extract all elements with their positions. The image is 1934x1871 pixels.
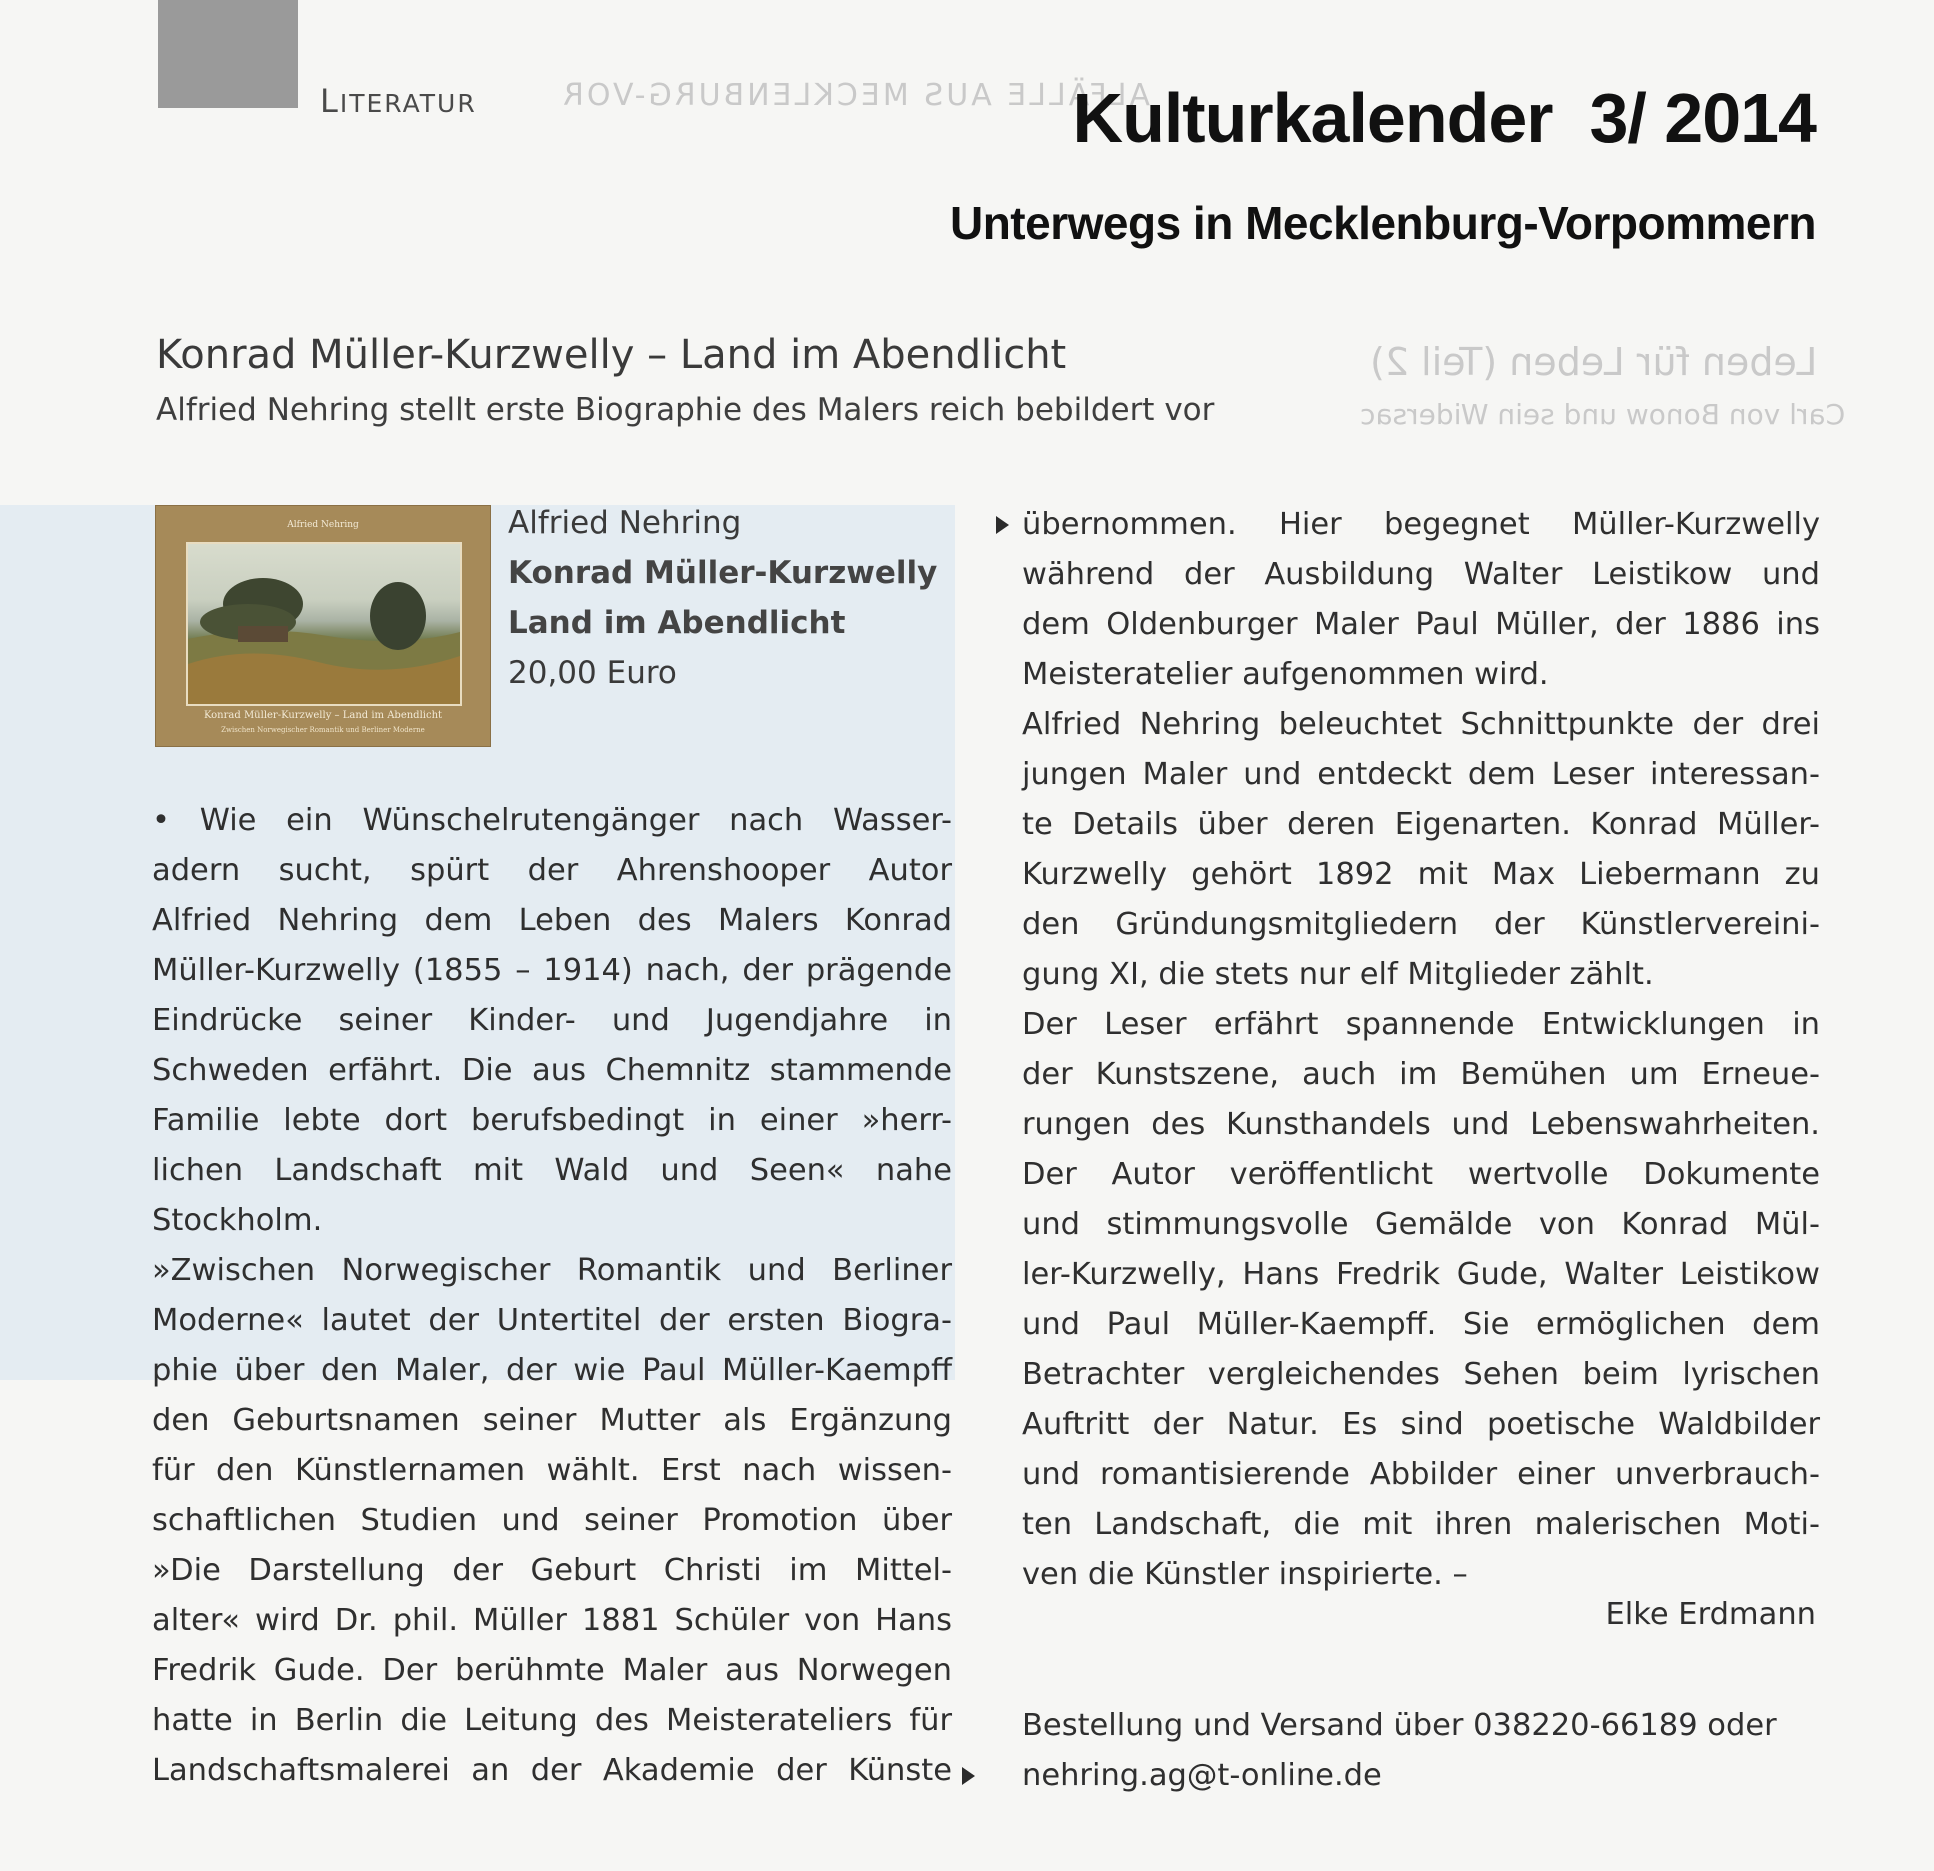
body-line: während der Ausbildung Walter Leistikow und <box>1022 557 1820 592</box>
order-email-link[interactable]: nehring.ag@t-online.de <box>1022 1758 1382 1793</box>
body-line: Eindrücke seiner Kinder- und Jugendjahre in <box>152 1003 952 1038</box>
body-line: Schweden erfährt. Die aus Chemnitz stammende <box>152 1053 952 1088</box>
body-line: und stimmungsvolle Gemälde von Konrad Mül- <box>1022 1207 1820 1242</box>
cover-painting <box>186 542 462 706</box>
body-line: Auftritt der Natur. Es sind poetische Waldbilder <box>1022 1407 1820 1442</box>
article-body-left-column <box>152 796 952 1796</box>
book-info <box>508 498 937 698</box>
continue-arrow-icon <box>962 1767 975 1785</box>
continued-arrow-icon <box>996 516 1009 534</box>
body-line: schaftlichen Studien und seiner Promotion über <box>152 1503 952 1538</box>
body-line: te Details über deren Eigenarten. Konrad Müller- <box>1022 807 1820 842</box>
magazine-subtitle: Unterwegs in Mecklenburg-Vorpommern <box>949 197 1816 249</box>
body-line: übernommen. Hier begegnet Müller-Kurzwelly <box>1022 507 1820 542</box>
body-line: Der Leser erfährt spannende Entwicklungen in <box>1022 1007 1820 1042</box>
body-line: für den Künstlernamen wählt. Erst nach wissen- <box>152 1453 952 1488</box>
article-body-right-column <box>1022 500 1820 1600</box>
article-byline: Elke Erdmann <box>1605 1597 1816 1632</box>
body-line: adern sucht, spürt der Ahrenshooper Autor <box>152 853 952 888</box>
body-line: Stockholm. <box>152 1203 323 1238</box>
section-label-initial: L <box>320 82 340 120</box>
bleed-through-subheading: Carl von Bonow und sein Widersac <box>1360 398 1846 431</box>
body-line: und romantisierende Abbilder einer unverbrauch- <box>1022 1457 1820 1492</box>
order-info <box>1022 1701 1777 1801</box>
section-label-rest: ITERATUR <box>339 89 477 118</box>
book-title-line1: Konrad Müller-Kurzwelly <box>508 555 938 591</box>
body-line: lichen Landschaft mit Wald und Seen« nahe <box>152 1153 952 1188</box>
body-line: ten Landschaft, die mit ihren malerischen Moti- <box>1022 1507 1820 1542</box>
cover-author: Alfried Nehring <box>287 520 359 530</box>
landscape-painting-icon <box>188 544 460 704</box>
cover-caption: Konrad Müller-Kurzwelly – Land im Abendlicht <box>203 710 443 721</box>
body-line: jungen Maler und entdeckt dem Leser interessan- <box>1022 757 1820 792</box>
body-line: ven die Künstler inspirierte. – <box>1022 1557 1468 1592</box>
article-headline: Konrad Müller-Kurzwelly – Land im Abendlicht <box>156 332 1067 378</box>
body-line: Alfried Nehring beleuchtet Schnittpunkte der drei <box>1022 707 1820 742</box>
body-line: alter« wird Dr. phil. Müller 1881 Schüler von Hans <box>152 1603 952 1638</box>
body-line: Moderne« lautet der Untertitel der ersten Biogra- <box>152 1303 952 1338</box>
body-line: rungen des Kunsthandels und Lebenswahrheiten. <box>1022 1107 1820 1142</box>
body-line: Meisteratelier aufgenommen wird. <box>1022 657 1549 692</box>
body-line: »Die Darstellung der Geburt Christi im Mittel- <box>152 1553 952 1588</box>
body-line: den Geburtsnamen seiner Mutter als Ergänzung <box>152 1403 952 1438</box>
book-title-line2: Land im Abendlicht <box>508 605 846 641</box>
body-line: hatte in Berlin die Leitung des Meisterateliers für <box>152 1703 952 1738</box>
book-author: Alfried Nehring <box>508 505 742 541</box>
body-line: Der Autor veröffentlicht wertvolle Dokumente <box>1022 1157 1820 1192</box>
section-marker <box>158 0 298 108</box>
order-phone-line: Bestellung und Versand über 038220-66189 oder <box>1022 1708 1777 1743</box>
section-label <box>320 82 477 120</box>
article-deck: Alfried Nehring stellt erste Biographie des Malers reich bebildert vor <box>156 392 1215 428</box>
body-line: gung XI, die stets nur elf Mitglieder zählt. <box>1022 957 1654 992</box>
bleed-through-header: ALFÄLLE AUS MECKLENBURG-VOR <box>560 78 1150 113</box>
body-line: dem Oldenburger Maler Paul Müller, der 1886 ins <box>1022 607 1820 642</box>
cover-subcaption: Zwischen Norwegischer Romantik und Berliner Moderne <box>221 726 425 734</box>
book-price: 20,00 Euro <box>508 655 677 691</box>
bleed-through-heading: Leben für Leben (Teil 2) <box>1370 340 1818 384</box>
body-line: Kurzwelly gehört 1892 mit Max Liebermann zu <box>1022 857 1820 892</box>
body-line: phie über den Maler, der wie Paul Müller-Kaempff <box>152 1353 952 1388</box>
body-line: Familie lebte dort berufsbedingt in einer »herr- <box>152 1103 952 1138</box>
magazine-title: Kulturkalender 3/ 2014 <box>1072 79 1816 157</box>
body-line: und Paul Müller-Kaempff. Sie ermöglichen dem <box>1022 1307 1820 1342</box>
body-line: ler-Kurzwelly, Hans Fredrik Gude, Walter Leistikow <box>1022 1257 1820 1292</box>
body-line: der Kunstszene, auch im Bemühen um Erneue- <box>1022 1057 1820 1092</box>
body-line: »Zwischen Norwegischer Romantik und Berliner <box>152 1253 952 1288</box>
body-line: Betrachter vergleichendes Sehen beim lyrischen <box>1022 1357 1820 1392</box>
book-cover-image <box>155 505 491 747</box>
body-line: Müller-Kurzwelly (1855 – 1914) nach, der prägende <box>152 953 952 988</box>
body-line: den Gründungsmitgliedern der Künstlervereini- <box>1022 907 1820 942</box>
body-line: Fredrik Gude. Der berühmte Maler aus Norwegen <box>152 1653 952 1688</box>
body-line: Alfried Nehring dem Leben des Malers Konrad <box>152 903 952 938</box>
body-line: Landschaftsmalerei an der Akademie der Künste <box>152 1753 952 1788</box>
body-line: • Wie ein Wünschelrutengänger nach Wasser- <box>152 803 952 838</box>
